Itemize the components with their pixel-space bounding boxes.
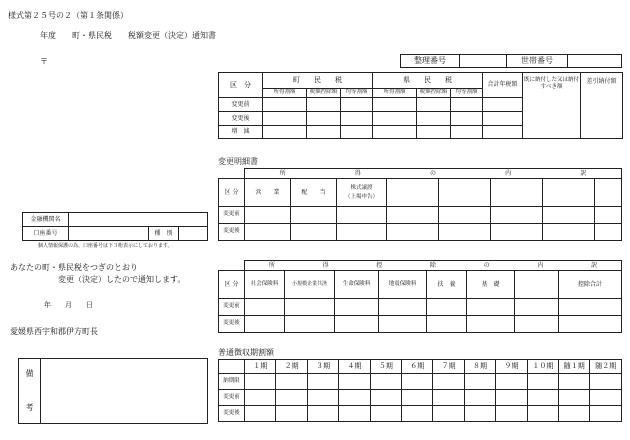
period-1: １期 [245,360,276,374]
period-2: ２期 [276,360,307,374]
document-title: 年度 町・県民税 税額変更（決定）通知書 [40,31,216,40]
income-header-char: 得 [354,169,361,177]
town-col-flat: 均等割額 [341,89,373,98]
period-9: ９期 [496,360,527,374]
town-col-credit: 税額控除額 [307,89,341,98]
seiri-label: 整理番号 [401,55,460,68]
deduction-header-char: の [483,261,490,269]
notice-line-2: 変更（決定）したので通知します。 [58,275,186,284]
setai-value[interactable] [568,55,622,68]
deduction-basic: 基 礎 [467,271,515,299]
income-header-char: 所 [279,169,286,177]
income-header-row [245,169,622,179]
period-3: ３期 [307,360,338,374]
notice-line-1: あなたの町・県民税をつぎのとおり [10,263,138,272]
bank-account-value[interactable] [69,227,149,241]
period-extra-1: 随１期 [559,360,590,374]
tax-table [218,72,623,139]
bank-institution-value[interactable] [69,213,208,227]
period-8: ８期 [464,360,495,374]
paid-header: 既に納付した又は納付すべき額 [523,73,581,139]
bank-type-label: 種 別 [149,227,179,241]
row-diff: 増 減 [219,126,263,139]
setai-label: 世帯番号 [507,55,568,68]
remarks-content[interactable] [41,359,208,424]
deduction-dependent: 扶 養 [427,271,467,299]
period-6: ６期 [402,360,433,374]
deduction-header-row [245,261,622,271]
inst-row-deadline: 納期限 [219,374,245,390]
postal-mark: 〒 [40,57,48,66]
id-table [400,54,622,68]
period-extra-2: 随２期 [590,360,622,374]
seiri-value[interactable] [460,55,507,68]
remarks-label: 備 考 [19,359,41,424]
income-row-before: 変更前 [219,207,245,224]
period-4: ４期 [339,360,370,374]
income-dividend: 配 当 [291,179,337,207]
total-header: 合計年税額 [483,73,523,98]
period-5: ５期 [370,360,401,374]
income-row-after: 変更後 [219,224,245,241]
pref-col-income: 所得割額 [373,89,417,98]
bank-note: 個人情報保護の為、口座番号は下３桁表示にしております。 [38,243,173,249]
deduction-quake: 地震保険料 [379,271,427,299]
deduction-header-char: 内 [537,261,544,269]
deduction-small-biz: 小規模企業共済 [285,271,335,299]
deduction-header-char: 除 [429,261,436,269]
town-tax-header: 町 民 税 [263,73,373,89]
form-number: 様式第２５号の２（第１条関係） [8,11,128,20]
inst-row-after: 変更後 [219,406,245,422]
period-7: ７期 [433,360,464,374]
installments-title: 普通徴収期割額 [218,348,274,357]
row-after: 変更後 [219,112,263,126]
installments-table [218,359,622,422]
deduction-total: 控除合計 [559,271,622,299]
bank-table [22,212,208,241]
deduction-blank [515,271,559,299]
income-stock: 株式譲渡 （上場申告） [337,179,387,207]
bank-institution-label: 金融機関名 [23,213,69,227]
row-before: 変更前 [219,98,263,112]
pref-col-credit: 税額控除額 [417,89,451,98]
deduction-kubun: 区 分 [219,271,245,299]
issuer: 愛媛県西宇和郡伊方町長 [10,327,98,336]
deduction-row-after: 変更後 [219,316,245,333]
period-10: １０期 [527,360,558,374]
deduction-header-char: 得 [322,261,329,269]
diff-header: 差引納付額 [581,73,623,139]
pref-tax-header: 県 民 税 [373,73,483,89]
income-detail-table [218,168,622,241]
income-kubun: 区 分 [219,179,245,207]
income-header-char: 内 [505,169,512,177]
deduction-row-before: 変更前 [219,299,245,316]
income-header-char: 訳 [580,169,587,177]
inst-row-before: 変更前 [219,390,245,406]
remarks-box [18,358,208,424]
deduction-table [218,260,622,333]
income-header-char: の [429,169,436,177]
notice-date: 年 月 日 [44,301,93,309]
deduction-header-char: 所 [268,261,275,269]
pref-col-flat: 均等割額 [451,89,483,98]
bank-type-value[interactable] [179,227,208,241]
income-business: 営 業 [245,179,291,207]
town-col-income: 所得割額 [263,89,307,98]
deduction-header-char: 訳 [591,261,598,269]
bank-account-label: 口座番号 [23,227,69,241]
deduction-social: 社会保険料 [245,271,285,299]
kubun-header: 区 分 [219,73,263,98]
deduction-header-char: 控 [376,261,383,269]
deduction-life: 生命保険料 [335,271,379,299]
detail-title: 変更明細書 [218,157,258,166]
